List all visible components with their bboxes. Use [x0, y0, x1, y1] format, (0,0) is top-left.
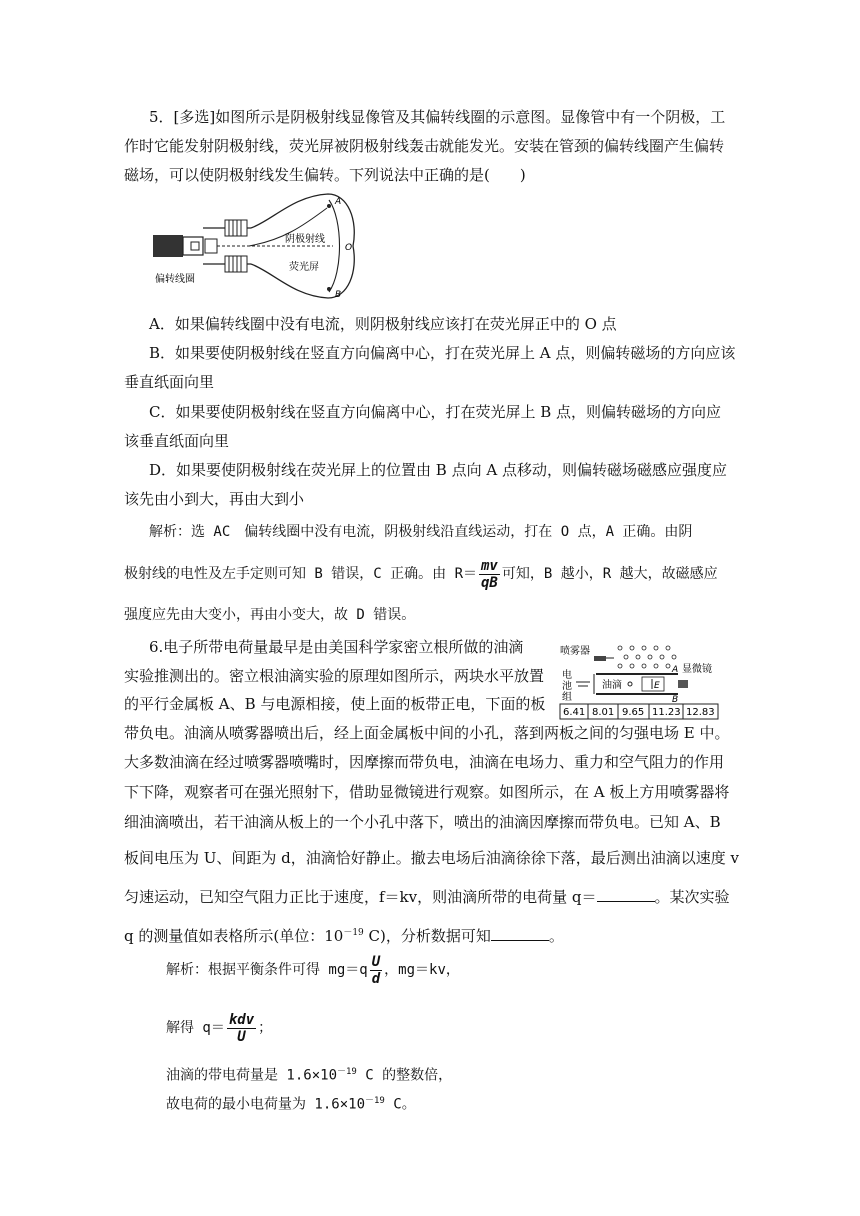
microscope-icon	[678, 680, 688, 688]
table-cell: 6.41	[563, 707, 586, 718]
q5-stem-line1: 5．[多选]如图所示是阴极射线显像管及其偏转线圈的示意图。显像管中有一个阴极，工	[149, 108, 726, 126]
label-a: A	[335, 197, 342, 207]
q5-stem-line3: 磁场，可以使阴极射线发生偏转。下列说法中正确的是( )	[124, 166, 526, 184]
label-oil-drop: 油滴	[602, 680, 622, 691]
label-e: E	[654, 681, 660, 691]
q6-stem-line10: q 的测量值如表格所示(单位：$10^{-19}$ C)，分析数据可知 。	[124, 927, 564, 945]
q6-stem-line2: 实验推测出的。密立根油滴实验的原理如图所示，两块水平放置	[124, 667, 545, 685]
label-battery-1: 电	[562, 670, 572, 681]
cathode-block	[153, 235, 183, 257]
answer-blank-1	[597, 887, 655, 902]
q6-stem-line9: 匀速运动，已知空气阻力正比于速度，f＝kv，则油滴所带的电荷量 q＝ 。某次实验	[124, 888, 730, 906]
q6-solution-line1: 解析：根据平衡条件可得 mg＝q $\frac{U}{d}$ ，mg＝kv，	[166, 953, 460, 987]
label-coil: 偏转线圈	[155, 274, 195, 285]
label-sprayer: 喷雾器	[560, 646, 590, 657]
table-cell: 11.23	[652, 707, 681, 718]
q5-solution-line2: 极射线的电性及左手定则可知 B 错误，C 正确。由 R＝ $\frac{mv}{qB}$ 可知，B 越小，R 越大，故磁感应	[124, 557, 718, 591]
millikan-diagram	[558, 642, 728, 722]
deflection-coil-top	[225, 220, 247, 236]
label-plate-b: B	[672, 695, 679, 705]
table-cell: 8.01	[592, 707, 615, 718]
table-cell: 12.83	[686, 707, 715, 718]
q5-option-b-line2: 垂直纸面向里	[124, 373, 215, 391]
q6-stem-line7: 细油滴喷出，若干油滴从板上的一个小孔中落下，喷出的油滴因摩擦而带负电。已知 A、B	[124, 813, 721, 831]
label-screen: 荧光屏	[289, 262, 319, 273]
label-b: B	[335, 290, 342, 300]
q5-option-b-line1: B．如果要使阴极射线在竖直方向偏离中心，打在荧光屏上 A 点，则偏转磁场的方向应该	[149, 344, 736, 362]
deflection-coil-bottom	[225, 256, 247, 272]
label-battery-2: 池	[562, 681, 572, 692]
q5-option-d-line2: 该先由小到大，再由大到小	[124, 490, 305, 508]
measurement-table	[560, 704, 718, 719]
fraction-u-d: $\frac{U}{d}$	[371, 953, 381, 987]
table-cell: 9.65	[622, 707, 645, 718]
label-battery-3: 组	[562, 692, 572, 703]
q6-solution-line4: 故电荷的最小电荷量为 $1.6\times 10^{-19}$ C。	[166, 1096, 416, 1113]
q6-stem-line5: 大多数油滴在经过喷雾器喷嘴时，因摩擦而带负电，油滴在电场力、重力和空气阻力的作用	[124, 753, 725, 771]
label-microscope: 显微镜	[682, 664, 712, 675]
q5-solution-line1: 解析：选 AC 偏转线圈中没有电流，阴极射线沿直线运动，打在 O 点，A 正确。由阴	[149, 524, 693, 540]
q6-stem-line1: 6.电子所带电荷量最早是由美国科学家密立根所做的油滴	[149, 638, 524, 656]
answer-blank-2	[491, 926, 549, 941]
crt-diagram	[153, 190, 363, 302]
q6-stem-line8: 板间电压为 U、间距为 d，油滴恰好静止。撤去电场后油滴徐徐下落，最后测出油滴以速度 v	[124, 849, 740, 867]
fraction-mv-qb: $\frac{mv}{qB}$	[481, 557, 498, 591]
fraction-kdv-u: $\frac{\text{kdv}}{U}$	[228, 1011, 255, 1045]
label-cathode-ray: 阴极射线	[285, 234, 325, 245]
q6-stem-line4: 带负电。油滴从喷雾器喷出后，经上面金属板中间的小孔，落到两板之间的匀强电场 E 中。	[124, 724, 730, 742]
q5-option-d-line1: D．如果要使阴极射线在荧光屏上的位置由 B 点向 A 点移动，则偏转磁场磁感应强度应	[149, 461, 727, 479]
q5-solution-line3: 强度应先由大变小，再由小变大，故 D 错误。	[124, 607, 416, 623]
q5-option-c-line1: C．如果要使阴极射线在竖直方向偏离中心，打在荧光屏上 B 点，则偏转磁场的方向应	[149, 403, 722, 421]
q5-option-c-line2: 该垂直纸面向里	[124, 432, 230, 450]
label-plate-a: A	[672, 665, 679, 675]
label-o: O	[345, 243, 353, 253]
q6-solution-line3: 油滴的带电荷量是 $1.6\times 10^{-19}$ C 的整数倍，	[166, 1067, 453, 1084]
q6-solution-line2: 解得 q＝ $\frac{\text{kdv}}{U}$ ；	[166, 1011, 273, 1045]
q6-stem-line3: 的平行金属板 A、B 与电源相接，使上面的板带正电，下面的板	[124, 695, 546, 713]
oil-droplets	[618, 646, 676, 668]
q5-option-a: A．如果偏转线圈中没有电流，则阴极射线应该打在荧光屏正中的 O 点	[149, 315, 617, 333]
q6-stem-line6: 下下降，观察者可在强光照射下，借助显微镜进行观察。如图所示，在 A 板上方用喷雾器将	[124, 783, 730, 801]
q5-stem-line2: 作时它能发射阴极射线，荧光屏被阴极射线轰击就能发光。安装在管颈的偏转线圈产生偏转	[124, 137, 725, 155]
